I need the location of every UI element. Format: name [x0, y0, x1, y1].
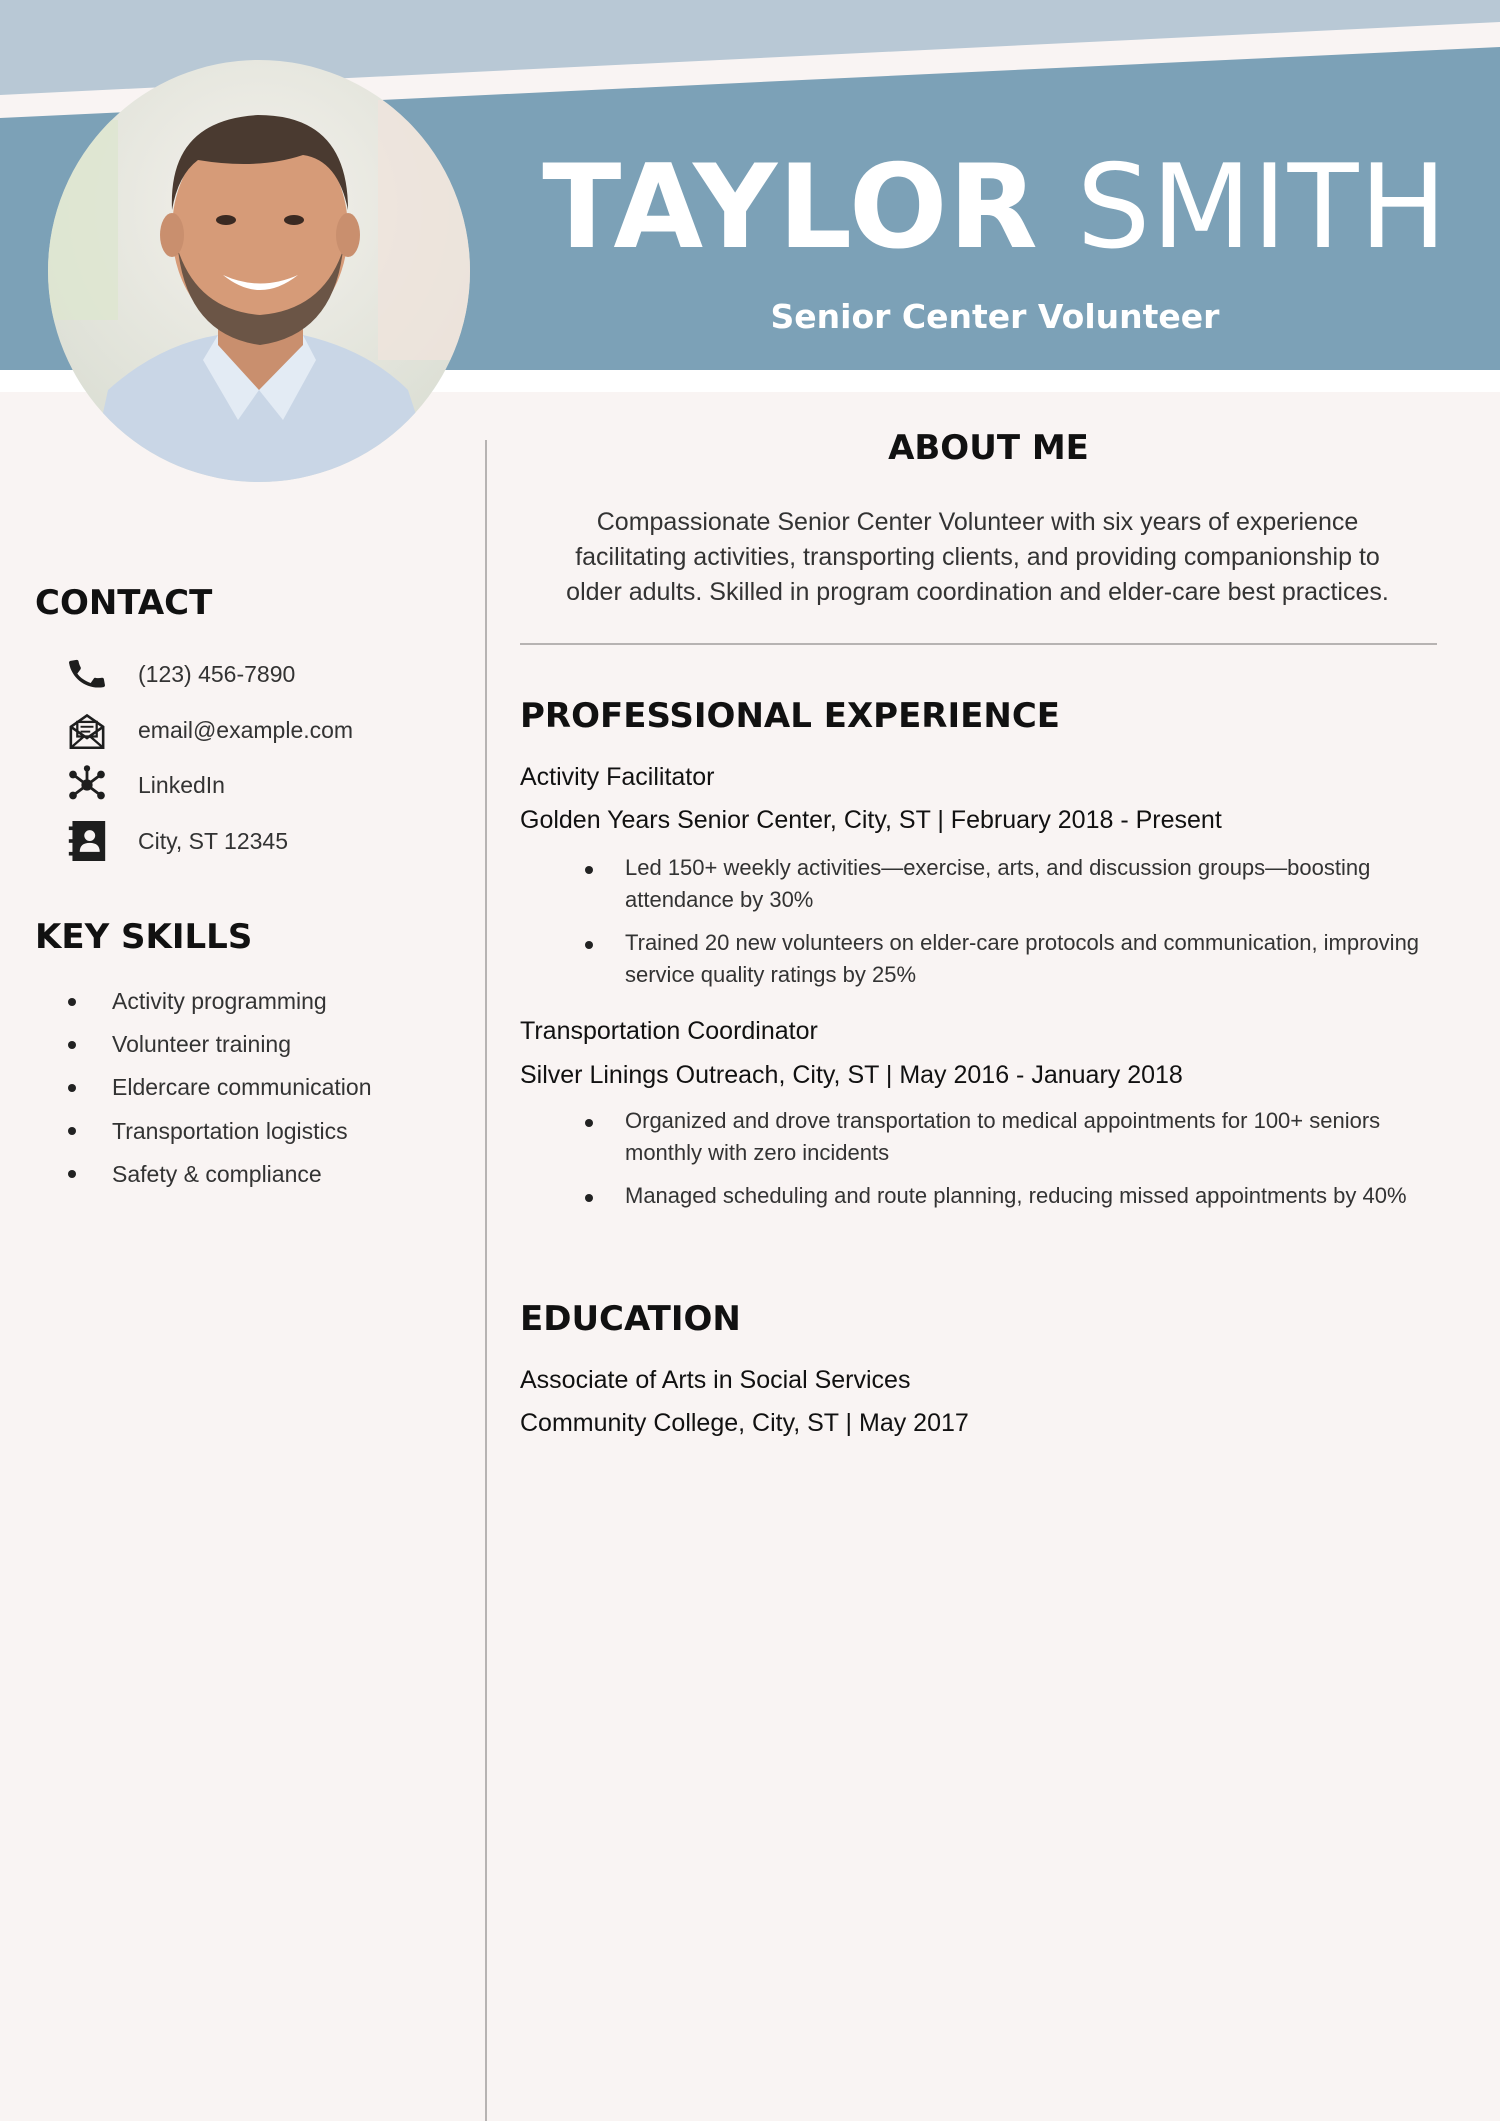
list-item [580, 1105, 1450, 1169]
first-name: TAYLOR [542, 140, 1039, 275]
job-1-bullets [580, 852, 1450, 1002]
about-paragraph [520, 505, 1435, 610]
education-meta: Community College, City, ST | May 2017 [520, 1409, 969, 1437]
bullet-text: Led 150+ weekly activities—exercise, arts, and discussion groups—boosting attendance by 30% [625, 855, 1371, 912]
bullet-icon [68, 1041, 76, 1049]
column-divider [485, 440, 487, 2121]
bullet-text: Trained 20 new volunteers on elder-care protocols and communication, improving service quality ratings by 25% [625, 930, 1420, 987]
network-icon [62, 763, 112, 807]
list-item [60, 1110, 372, 1153]
address-text: City, ST 12345 [138, 827, 289, 854]
skill-label: Transportation logistics [112, 1117, 348, 1144]
job-2-bullets [580, 1105, 1450, 1223]
job-title-heading: Senior Center Volunteer [770, 297, 1220, 336]
email-text: email@example.com [138, 716, 354, 743]
bullet-text: Organized and drove transportation to medical appointments for 100+ seniors monthly with zero incidents [625, 1108, 1381, 1165]
phone-text: (123) 456-7890 [138, 660, 296, 687]
skill-label: Safety & compliance [112, 1160, 322, 1187]
contact-heading: CONTACT [35, 583, 213, 623]
contact-phone [62, 650, 295, 698]
education-heading: EDUCATION [520, 1299, 741, 1339]
list-item [580, 927, 1450, 991]
job-2-meta: Silver Linings Outreach, City, ST | May 2016 - January 2018 [520, 1061, 1183, 1089]
skill-label: Eldercare communication [112, 1074, 372, 1101]
candidate-name [540, 140, 1450, 275]
list-item [60, 1066, 372, 1109]
job-1-title: Activity Facilitator [520, 763, 715, 791]
bullet-icon [585, 1194, 593, 1202]
list-item [60, 1153, 372, 1196]
list-item [60, 980, 372, 1023]
linkedin-text: LinkedIn [138, 771, 225, 798]
envelope-icon [62, 708, 112, 752]
skills-heading: KEY SKILLS [35, 917, 253, 957]
section-divider [520, 643, 1437, 645]
bullet-icon [585, 866, 593, 874]
contact-address [62, 817, 288, 865]
education-degree: Associate of Arts in Social Services [520, 1366, 911, 1394]
skill-label: Volunteer training [112, 1031, 292, 1058]
about-line: facilitating activities, transporting clients, and providing companionship to [575, 543, 1380, 571]
about-line: Compassionate Senior Center Volunteer with six years of experience [596, 508, 1359, 536]
bullet-icon [585, 1119, 593, 1127]
last-name: SMITH [1076, 140, 1448, 275]
bullet-icon [68, 1127, 76, 1135]
bullet-text: Managed scheduling and route planning, reducing missed appointments by 40% [625, 1183, 1407, 1208]
address-book-icon [62, 819, 112, 863]
contact-email [62, 706, 353, 754]
list-item [60, 1023, 372, 1066]
list-item [580, 1180, 1450, 1212]
list-item [580, 852, 1450, 916]
job-1-meta: Golden Years Senior Center, City, ST | February 2018 - Present [520, 806, 1222, 834]
about-heading: ABOUT ME [888, 428, 1089, 468]
bullet-icon [68, 1170, 76, 1178]
bullet-icon [68, 1084, 76, 1092]
job-2-title: Transportation Coordinator [520, 1017, 818, 1045]
experience-heading: PROFESSIONAL EXPERIENCE [520, 696, 1060, 736]
contact-linkedin [62, 761, 225, 809]
skill-label: Activity programming [112, 988, 327, 1015]
about-line: older adults. Skilled in program coordination and elder-care best practices. [566, 578, 1389, 606]
phone-icon [62, 652, 112, 696]
skills-list [60, 980, 372, 1196]
bullet-icon [585, 941, 593, 949]
bullet-icon [68, 998, 76, 1006]
profile-photo [48, 60, 470, 482]
